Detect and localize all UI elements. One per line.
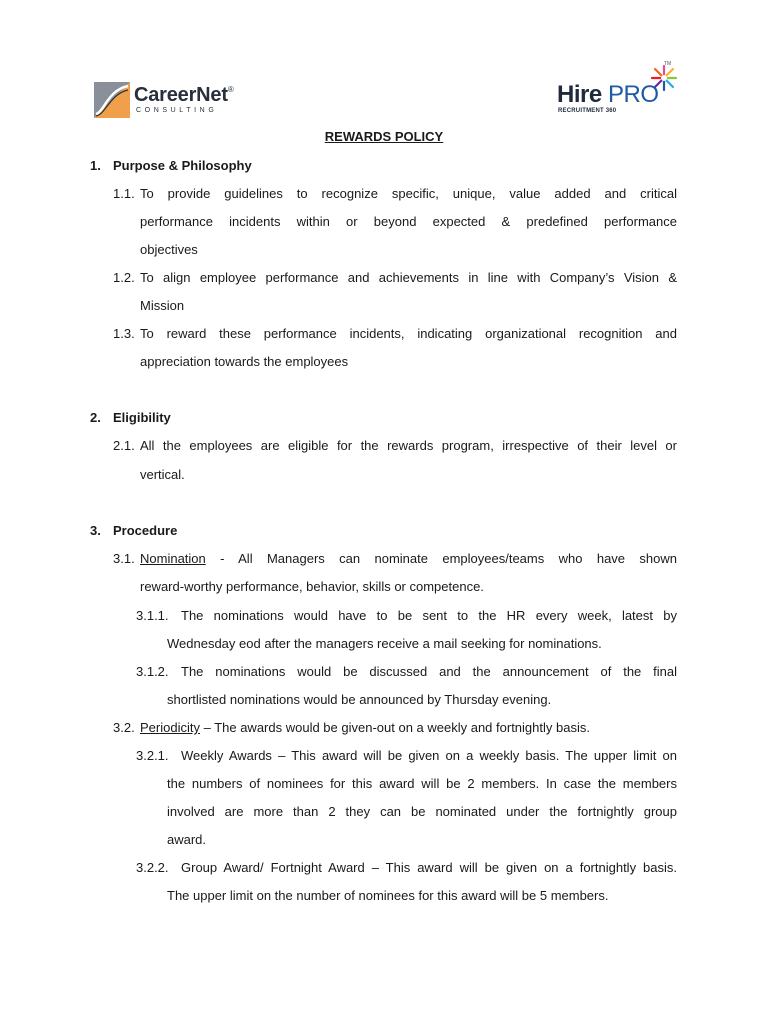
item-2-1-line-1: All the employees are eligible for the rewards program, irrespective of their level or (140, 438, 677, 453)
item-1-3-line-2: appreciation towards the employees (140, 354, 349, 369)
item-3-1-line-1-rest: - All Managers can nominate employees/teams who have shown (205, 551, 677, 566)
item-3-2-1-line-3: involved are more than 2 they can be nominated under the fortnightly group (167, 804, 677, 819)
section-1-number: 1. (90, 158, 101, 173)
careernet-logo-mark-icon (94, 82, 130, 118)
item-3-2-2-line-1: Group Award/ Fortnight Award – This award will be given on a fortnightly basis. (181, 860, 677, 875)
careernet-tagline: CONSULTING (136, 107, 218, 114)
careernet-logo (94, 80, 234, 120)
section-2-number: 2. (90, 410, 101, 425)
item-3-2-line-1 (140, 720, 590, 736)
section-1-heading: Purpose & Philosophy (113, 158, 252, 173)
item-2-1-line-2: vertical. (140, 467, 185, 482)
item-3-2-1-line-1: Weekly Awards – This award will be given on a weekly basis. The upper limit on (181, 748, 677, 763)
hirepro-wordmark-pro: PRO (608, 81, 659, 108)
item-3-2-1-number: 3.2.1. (136, 748, 169, 763)
hirepro-logo (556, 62, 680, 118)
careernet-wordmark: CareerNet® (134, 84, 234, 106)
item-3-2-2-line-2: The upper limit on the number of nominees for this award will be 5 members. (167, 888, 609, 903)
item-3-1-line-1 (140, 551, 677, 567)
item-3-2-1-line-4: award. (167, 832, 207, 847)
hirepro-trademark: TM (664, 61, 672, 67)
item-3-1-1-number: 3.1.1. (136, 608, 169, 623)
section-3-number: 3. (90, 523, 101, 538)
item-1-2-line-1: To align employee performance and achievements in line with Company’s Vision & (140, 270, 677, 285)
item-3-1-line-2: reward-worthy performance, behavior, skills or competence. (140, 579, 484, 594)
section-2-heading: Eligibility (113, 410, 171, 425)
item-1-1-line-3: objectives (140, 242, 198, 257)
item-1-3-line-1: To reward these performance incidents, indicating organizational recognition and (140, 326, 677, 341)
item-1-1-line-2: performance incidents within or beyond expected & predefined performance (140, 214, 677, 229)
item-3-1-2-number: 3.1.2. (136, 664, 169, 679)
item-3-1-1-line-1: The nominations would have to be sent to the HR every week, latest by (181, 608, 677, 623)
periodicity-term: Periodicity (140, 720, 200, 735)
item-3-2-line-1-rest: – The awards would be given-out on a weekly and fortnightly basis. (199, 720, 590, 735)
item-3-1-number: 3.1. (113, 551, 135, 566)
nomination-term: Nomination (140, 551, 206, 566)
item-1-3-number: 1.3. (113, 326, 135, 341)
item-1-2-number: 1.2. (113, 270, 135, 285)
item-3-2-1-line-2: the numbers of nominees for this award will be 2 members. In case the members (167, 776, 677, 791)
section-3-heading: Procedure (113, 523, 178, 538)
item-3-2-number: 3.2. (113, 720, 135, 735)
item-3-1-2-line-1: The nominations would be discussed and the announcement of the final (181, 664, 677, 679)
item-1-2-line-2: Mission (140, 298, 185, 313)
hirepro-wordmark-hire: Hire (557, 81, 602, 108)
hirepro-tagline: RECRUITMENT 360 (558, 108, 617, 114)
document-title: REWARDS POLICY (324, 129, 444, 144)
item-1-1-number: 1.1. (113, 186, 135, 201)
item-3-1-2-line-2: shortlisted nominations would be announced by Thursday evening. (167, 692, 552, 707)
item-2-1-number: 2.1. (113, 438, 135, 453)
item-1-1-line-1: To provide guidelines to recognize specific, unique, value added and critical (140, 186, 677, 201)
item-3-1-1-line-2: Wednesday eod after the managers receive a mail seeking for nominations. (167, 636, 602, 651)
item-3-2-2-number: 3.2.2. (136, 860, 169, 875)
